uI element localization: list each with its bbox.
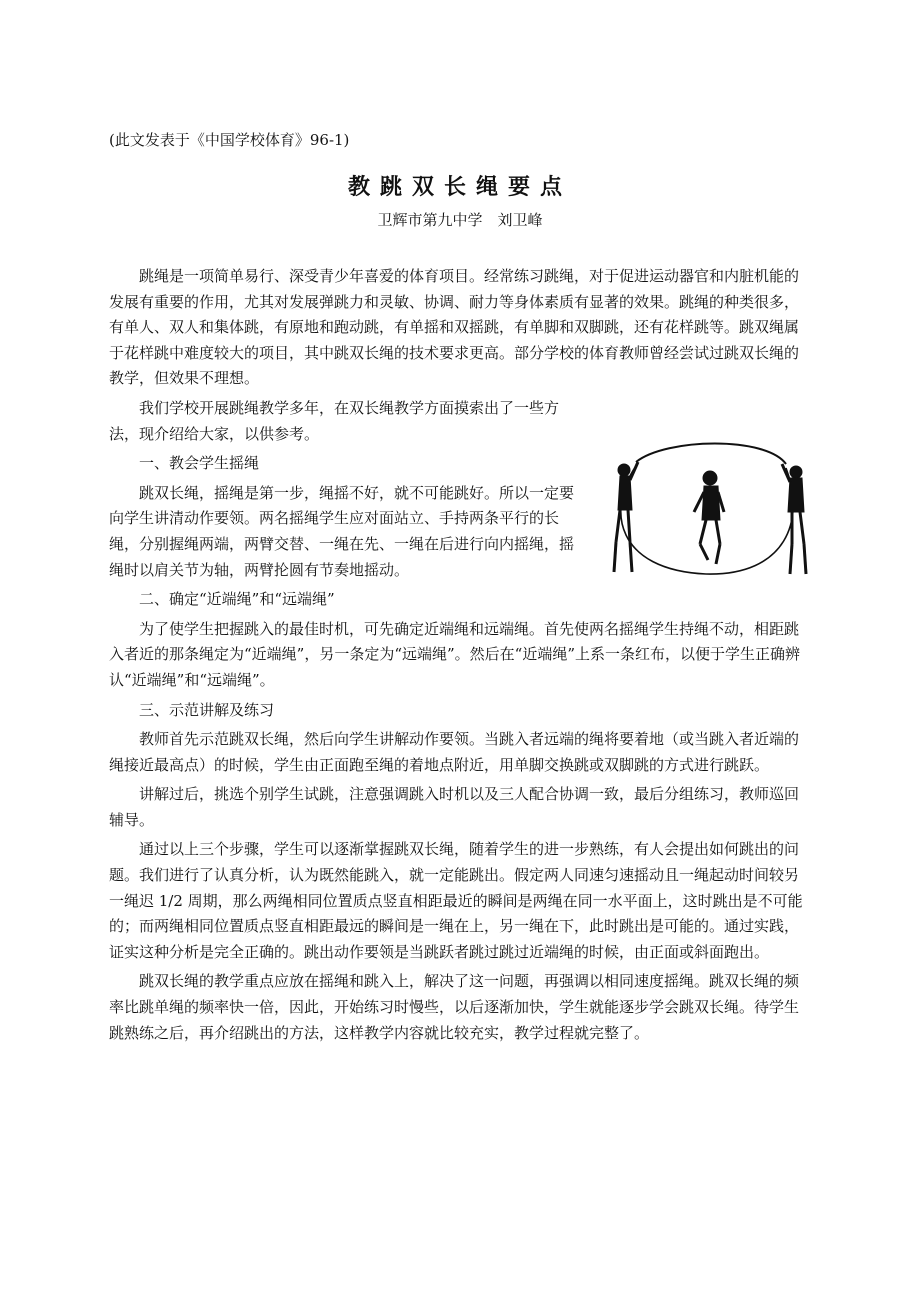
- paragraph-section-3b: 讲解过后，挑选个别学生试跳，注意强调跳入时机以及三人配合协调一致，最后分组练习，教师巡回辅导。: [109, 785, 800, 829]
- publication-note: (此文发表于《中国学校体育》96-1): [109, 131, 350, 149]
- article-title: 教跳双长绳要点: [347, 174, 572, 200]
- paragraph-method-intro: 我们学校开展跳绳教学多年，在双长绳教学方面摸索出了一些方法，现介绍给大家，以供参考。: [109, 398, 560, 443]
- rope-jumping-illustration: [596, 440, 818, 582]
- paragraph-section-1: 跳双长绳，摇绳是第一步，绳摇不好，就不可能跳好。所以一定要向学生讲清动作要领。两名摇绳学生应对面站立、手持两条平行的长绳，分别握绳两端，两臂交替、一绳在先、一绳在后进行向内摇绳，摇绳时以肩关节为轴，两臂抡圆有节奏地摇动。: [109, 483, 575, 579]
- paragraph-conclusion: 跳双长绳的教学重点应放在摇绳和跳入上，解决了这一问题，再强调以相同速度摇绳。跳双长绳的频率比跳单绳的频率快一倍，因此，开始练习时慢些，以后逐渐加快，学生就能逐步学会跳双长绳。待学生跳熟练之后，再介绍跳出的方法，这样教学内容就比较充实，教学过程就完整了。: [109, 972, 800, 1042]
- section-heading-2: 二、确定“近端绳”和“远端绳”: [139, 590, 335, 609]
- article-body: [109, 264, 813, 1046]
- author-line: 卫辉市第九中学 刘卫峰: [377, 211, 543, 229]
- paragraph-section-2: 为了使学生把握跳入的最佳时机，可先确定近端绳和远端绳。首先使两名摇绳学生持绳不动，相距跳入者近的那条绳定为“近端绳”，另一条定为“远端绳”。然后在“近端绳”上系一条红布，以便于学生正确辨认“近端绳”和“远端绳”。: [109, 619, 801, 689]
- paragraph-jump-out: 通过以上三个步骤，学生可以逐渐掌握跳双长绳，随着学生的进一步熟练，有人会提出如何跳出的问题。我们进行了认真分析，认为既然能跳入，就一定能跳出。假定两人同速匀速摇动且一绳起动时间较另一绳迟 1/2 周期，那么两绳相同位置质点竖直相距最近的瞬间是两绳在同一水平面上，这时跳出是不可能的；而两绳相同位置质点竖直相距最远的瞬间是一绳在上，另一绳在下，此时跳出是可能的。通过实践，证实这种分析是完全正确的。跳出动作要领是当跳跃者跳过跳过近端绳的时候，由正面或斜面跑出。: [109, 840, 803, 961]
- section-heading-3: 三、示范讲解及练习: [139, 700, 275, 719]
- paragraph-intro: 跳绳是一项简单易行、深受青少年喜爱的体育项目。经常练习跳绳，对于促进运动器官和内脏机能的发展有重要的作用，尤其对发展弹跳力和灵敏、协调、耐力等身体素质有显著的效果。跳绳的种类很多，有单人、双人和集体跳，有原地和跑动跳，有单摇和双摇跳，有单脚和双脚跳，还有花样跳等。跳双绳属于花样跳中难度较大的项目，其中跳双长绳的技术要求更高。部分学校的体育教师曾经尝试过跳双长绳的教学，但效果不理想。: [109, 267, 800, 388]
- section-heading-1: 一、教会学生摇绳: [139, 454, 260, 473]
- paragraph-section-3a: 教师首先示范跳双长绳，然后向学生讲解动作要领。当跳入者远端的绳将要着地（或当跳入者近端的绳接近最高点）的时候，学生由正面跑至绳的着地点附近，用单脚交换跳或双脚跳的方式进行跳跃。: [109, 730, 800, 774]
